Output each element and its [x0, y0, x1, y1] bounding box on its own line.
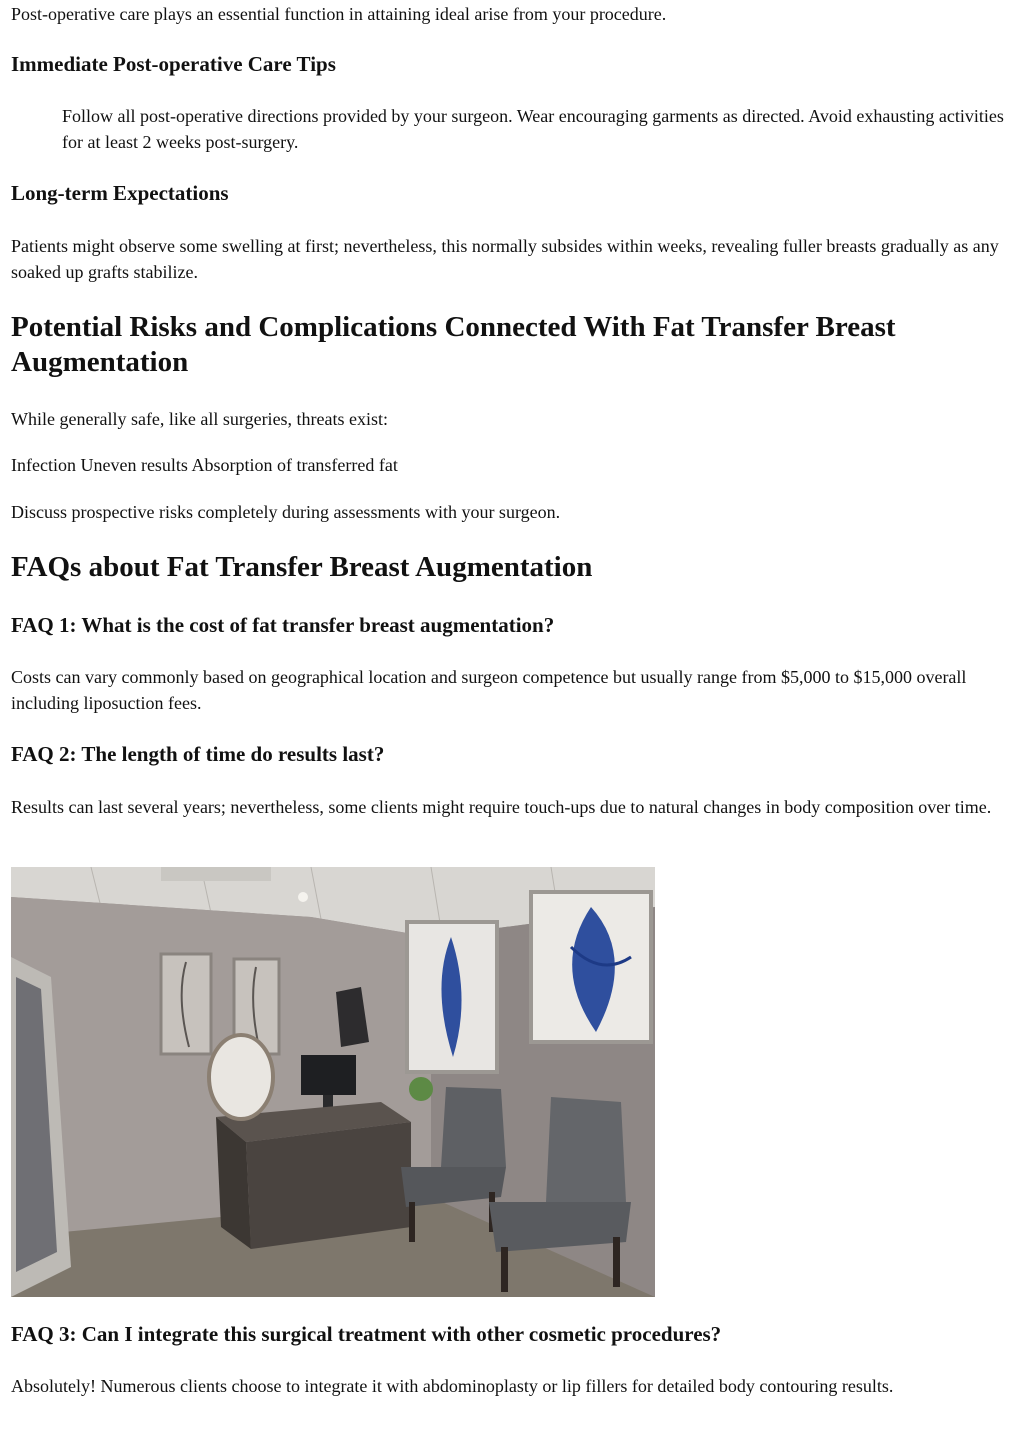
postop-text: Follow all post-operative directions provided by your surgeon. Wear encouraging garments as directed. Avoid exhausting activities for at least 2 weeks post-surgery. — [62, 106, 1004, 152]
consultation-office-photo — [11, 867, 655, 1297]
faqs-heading: FAQs about Fat Transfer Breast Augmentation — [11, 551, 593, 583]
intro-paragraph: Post-operative care plays an essential function in attaining ideal arise from your procedure. — [11, 4, 667, 24]
faq2-answer: Results can last several years; nevertheless, some clients might require touch-ups due to natural changes in body composition over time. — [11, 797, 992, 817]
risks-list: Infection Uneven results Absorption of transferred fat — [11, 455, 398, 475]
faq2-question: FAQ 2: The length of time do results last? — [11, 742, 385, 766]
faq3-answer: Absolutely! Numerous clients choose to integrate it with abdominoplasty or lip fillers for detailed body contouring results. — [11, 1376, 894, 1396]
longterm-text: Patients might observe some swelling at first; nevertheless, this normally subsides within weeks, revealing fuller breasts gradually as any soaked up grafts stabilize. — [11, 236, 999, 282]
faq1-question: FAQ 1: What is the cost of fat transfer breast augmentation? — [11, 613, 555, 637]
faq1-answer: Costs can vary commonly based on geographical location and surgeon competence but usually range from $5,000 to $15,000 overall including liposuction fees. — [11, 667, 967, 713]
risks-intro: While generally safe, like all surgeries, threats exist: — [11, 409, 389, 429]
postop-heading: Immediate Post-operative Care Tips — [11, 52, 336, 76]
risks-closing: Discuss prospective risks completely during assessments with your surgeon. — [11, 502, 561, 522]
longterm-heading: Long-term Expectations — [11, 181, 229, 205]
faq3-question: FAQ 3: Can I integrate this surgical treatment with other cosmetic procedures? — [11, 1322, 722, 1346]
risks-heading: Potential Risks and Complications Connected With Fat Transfer Breast Augmentation — [11, 311, 896, 378]
